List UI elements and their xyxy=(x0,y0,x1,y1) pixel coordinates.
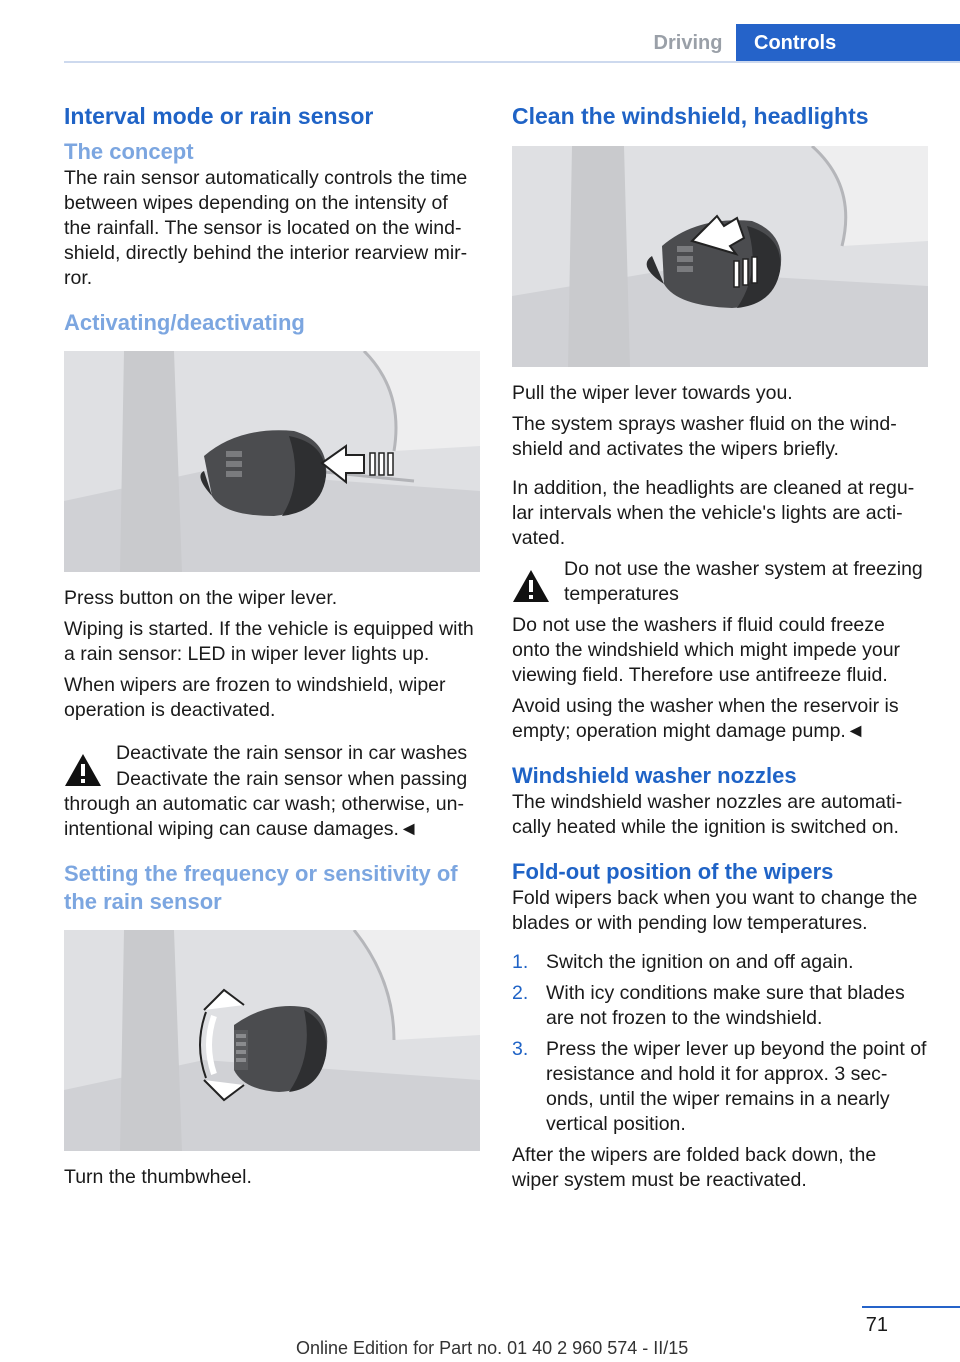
left-column xyxy=(64,100,480,1190)
warning-triangle-icon xyxy=(512,569,550,603)
warning-car-wash-title: Deactivate the rain sensor in car washes xyxy=(116,742,468,764)
step-text: With icy conditions make sure that blades are not frozen to the windshield. xyxy=(546,982,905,1029)
footer-divider xyxy=(862,1306,960,1308)
list-item xyxy=(512,950,928,975)
warning-freezing-body-2: Avoid using the washer when the reservoir is empty; operation might damage pump.◄ xyxy=(512,695,899,742)
right-column xyxy=(512,100,928,1193)
warning-triangle-icon xyxy=(64,753,102,787)
warning-freezing-title: Do not use the washer system at freezing temperatures xyxy=(564,558,923,605)
page-number: 71 xyxy=(865,1314,888,1336)
heading-concept: The concept xyxy=(64,139,194,164)
figure-wiper-button-press xyxy=(64,351,480,572)
header-chapter-controls: Controls xyxy=(736,24,960,62)
warning-car-wash xyxy=(64,741,480,787)
clean-step-pull: Pull the wiper lever towards you. xyxy=(512,382,793,404)
frequency-step-turn: Turn the thumbwheel. xyxy=(64,1166,252,1188)
step-text: Switch the ignition on and off again. xyxy=(546,951,854,973)
header-section-driving: Driving xyxy=(653,31,723,54)
figure-thumbwheel xyxy=(64,930,480,1151)
step-number: 2. xyxy=(512,982,529,1004)
warning-freezing xyxy=(512,557,928,607)
concept-text: The rain sensor automatically controls the time between wipes depending on the intensity of the rainfall. The sensor is located on the wind‐shield, directly behind the interior rearview mir‐ror. xyxy=(64,167,468,289)
step-text: Press the wiper lever up beyond the point of resistance and hold it for approx. 3 sec‐onds, until the wiper remains in a nearly vertical position. xyxy=(546,1038,927,1135)
header-divider xyxy=(64,61,960,63)
section-title-interval-mode: Interval mode or rain sensor xyxy=(64,103,374,129)
warning-car-wash-body: Deactivate the rain sensor when passing through an automatic car wash; otherwise, un‐intentional wiping can cause damages.◄ xyxy=(64,768,468,840)
figure-pull-lever xyxy=(512,146,928,367)
activating-wiping-started: Wiping is started. If the vehicle is equipped with a rain sensor: LED in wiper lever lights up. xyxy=(64,618,474,665)
step-number: 1. xyxy=(512,951,529,973)
clean-spray-note: The system sprays washer fluid on the wind‐shield and activates the wipers briefly. xyxy=(512,413,897,460)
heading-washer-nozzles: Windshield washer nozzles xyxy=(512,763,797,788)
header-tabs xyxy=(640,24,960,62)
nozzles-text: The windshield washer nozzles are automati‐cally heated while the ignition is switched on. xyxy=(512,791,903,838)
foldout-text: Fold wipers back when you want to change the blades or with pending low temperatures. xyxy=(512,887,918,934)
heading-activating: Activating/deactivating xyxy=(64,310,305,335)
foldout-steps-list xyxy=(512,950,928,1137)
heading-frequency: Setting the frequency or sensitivity of the rain sensor xyxy=(64,861,458,914)
list-item xyxy=(512,1037,928,1137)
after-foldout-note: After the wipers are folded back down, the wiper system must be reactivated. xyxy=(512,1144,877,1191)
list-item xyxy=(512,981,928,1031)
activating-frozen-note: When wipers are frozen to windshield, wiper operation is deactivated. xyxy=(64,674,446,721)
warning-freezing-body-1: Do not use the washers if fluid could freeze onto the windshield which might impede your viewing field. Therefore use antifreeze fluid. xyxy=(512,614,901,686)
footer-edition: Online Edition for Part no. 01 40 2 960 574 - II/15 xyxy=(296,1338,689,1358)
step-number: 3. xyxy=(512,1038,529,1060)
section-title-clean-windshield: Clean the windshield, headlights xyxy=(512,103,869,129)
heading-foldout-position: Fold-out position of the wipers xyxy=(512,859,834,884)
clean-headlights-note: In addition, the headlights are cleaned at regu‐lar intervals when the vehicle's lights are acti‐vated. xyxy=(512,477,915,549)
activating-step-press: Press button on the wiper lever. xyxy=(64,587,338,609)
